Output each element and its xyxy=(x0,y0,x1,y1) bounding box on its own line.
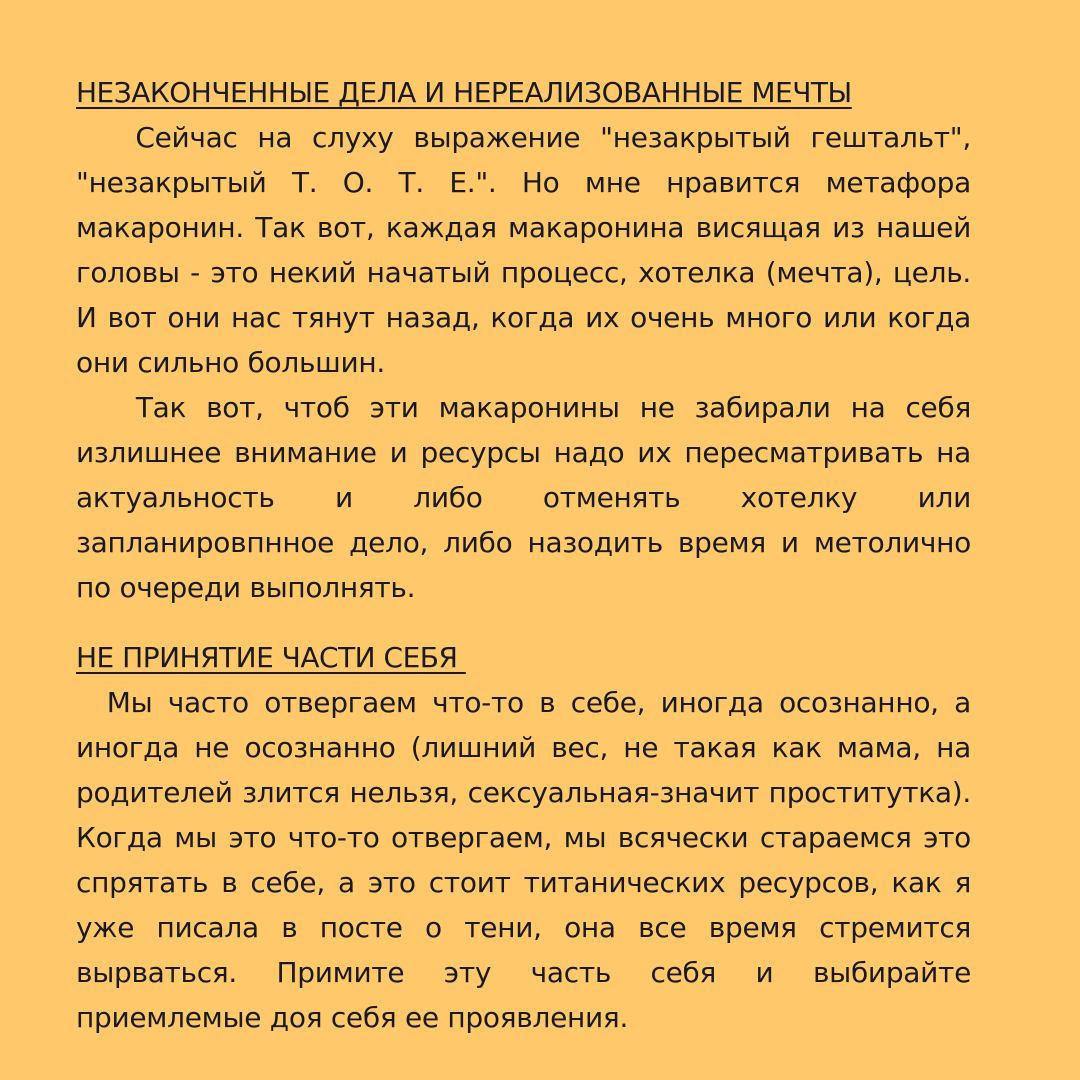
section-self-rejection xyxy=(76,635,980,1040)
document-page xyxy=(76,70,980,1040)
paragraph: Так вот, чтоб эти макаронины не забирали на себя излишнее внимание и ресурсы надо их пересматривать на актуальность и либо отменять хотелку или запланировпнное дело, либо назодить время и метолично по очереди выполнять. xyxy=(76,391,980,604)
section-heading: НЕЗАКОНЧЕННЫЕ ДЕЛА И НЕРЕАЛИЗОВАННЫЕ МЕЧТЫ xyxy=(76,76,852,109)
section-unfinished-business xyxy=(76,70,980,610)
paragraph: Сейчас на слуху выражение "незакрытый гештальт", "незакрытый Т. О. Т. Е.". Но мне нравится метафора макаронин. Так вот, каждая макаронина висящая из нашей головы - это некий начатый процесс, хотелка (мечта), цель. И вот они нас тянут назад, когда их очень много или когда они сильно большин. xyxy=(76,121,980,379)
section-heading: НЕ ПРИНЯТИЕ ЧАСТИ СЕБЯ xyxy=(76,641,466,674)
paragraph: Мы часто отвергаем что-то в себе, иногда осознанно, а иногда не осознанно (лишний вес, не такая как мама, на родителей злится нельзя, сексуальная-значит проститутка). Когда мы это что-то отвергаем, мы всячески стараемся это спрятать в себе, а это стоит титанических ресурсов, как я уже писала в посте о тени, она все время стремится вырваться. Примите эту часть себя и выбирайте приемлемые доя себя ее проявления. xyxy=(76,686,980,1034)
